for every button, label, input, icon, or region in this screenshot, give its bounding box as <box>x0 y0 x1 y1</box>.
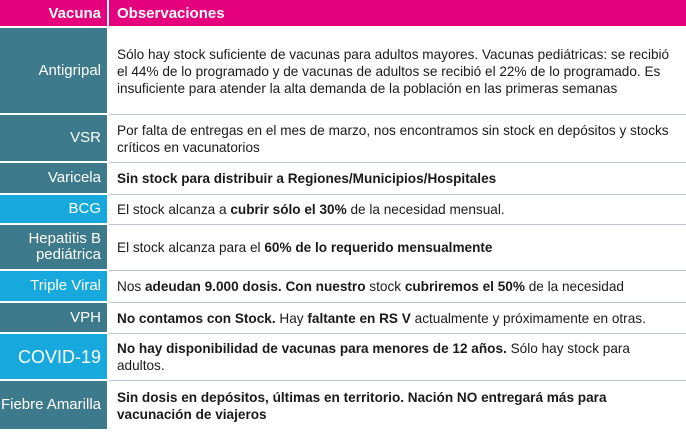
observation-text-bold: No contamos con Stock. <box>117 310 276 326</box>
observation-fiebre-amarilla <box>109 381 686 431</box>
observation-text: Por falta de entregas en el mes de marzo, nos encontramos sin stock en depósitos y stocks críticos en vacunatorios <box>117 122 669 155</box>
observation-text: El stock alcanza para el <box>117 240 265 255</box>
observation-varicela <box>109 163 686 195</box>
observation-bcg <box>109 195 686 225</box>
observation-text: Nos <box>117 279 145 294</box>
observation-text-bold: 60% de lo requerido mensualmente <box>264 240 493 255</box>
observation-text-bold: faltante en RS V <box>307 310 411 326</box>
observation-covid-19 <box>109 334 686 381</box>
vaccine-name-varicela: Varicela <box>0 163 109 195</box>
observation-text-bold: Sin stock para distribuir a Regiones/Municipios/Hospitales <box>117 171 497 186</box>
observation-text: Sólo hay stock suficiente de vacunas para adultos mayores. Vacunas pediátricas: se recibió el 44% de lo programado y de vacunas de adultos se recibió el 22% de lo programado. Es insuficiente para atender la alta demanda de la población en las primeras semanas <box>117 46 670 96</box>
observation-text: stock <box>365 279 405 294</box>
vaccine-name-triple-viral: Triple Viral <box>0 271 109 303</box>
observation-text: Sólo hay stock para adultos. <box>117 341 630 373</box>
observation-text-bold: cubriremos el 50% <box>404 279 525 294</box>
observation-vsr <box>109 115 686 163</box>
vaccine-name-antigripal: Antigripal <box>0 28 109 115</box>
observation-text: actualmente y próximamente en otras. <box>410 310 646 326</box>
header-vacuna: Vacuna <box>0 0 109 28</box>
observation-text: Hay <box>275 310 308 326</box>
vaccine-name-vsr: VSR <box>0 115 109 163</box>
observation-hepatitis-b <box>109 225 686 271</box>
vaccine-name-bcg: BCG <box>0 195 109 225</box>
vaccine-name-covid-19: COVID-19 <box>0 334 109 381</box>
observation-antigripal <box>109 28 686 115</box>
observation-text-bold: adeudan 9.000 dosis. Con nuestro <box>144 279 366 294</box>
vaccine-name-hepatitis-b: Hepatitis B pediátrica <box>0 225 109 271</box>
vaccine-name-vph: VPH <box>0 303 109 334</box>
observation-text: El stock alcanza a <box>117 202 231 217</box>
observation-vph <box>109 303 686 334</box>
observation-text: de la necesidad <box>524 279 624 294</box>
observation-text-bold: cubrir sólo el 30% <box>230 202 347 217</box>
header-observaciones: Observaciones <box>109 0 686 28</box>
vaccine-name-fiebre-amarilla: Fiebre Amarilla <box>0 381 109 431</box>
observation-text-bold: Sin dosis en depósitos, últimas en territorio. Nación NO entregará más para vacunación de viajeros <box>117 390 607 422</box>
observation-triple-viral <box>109 271 686 303</box>
observation-text: de la necesidad mensual. <box>346 202 505 217</box>
observation-text-bold: No hay disponibilidad de vacunas para menores de 12 años. <box>117 341 507 356</box>
